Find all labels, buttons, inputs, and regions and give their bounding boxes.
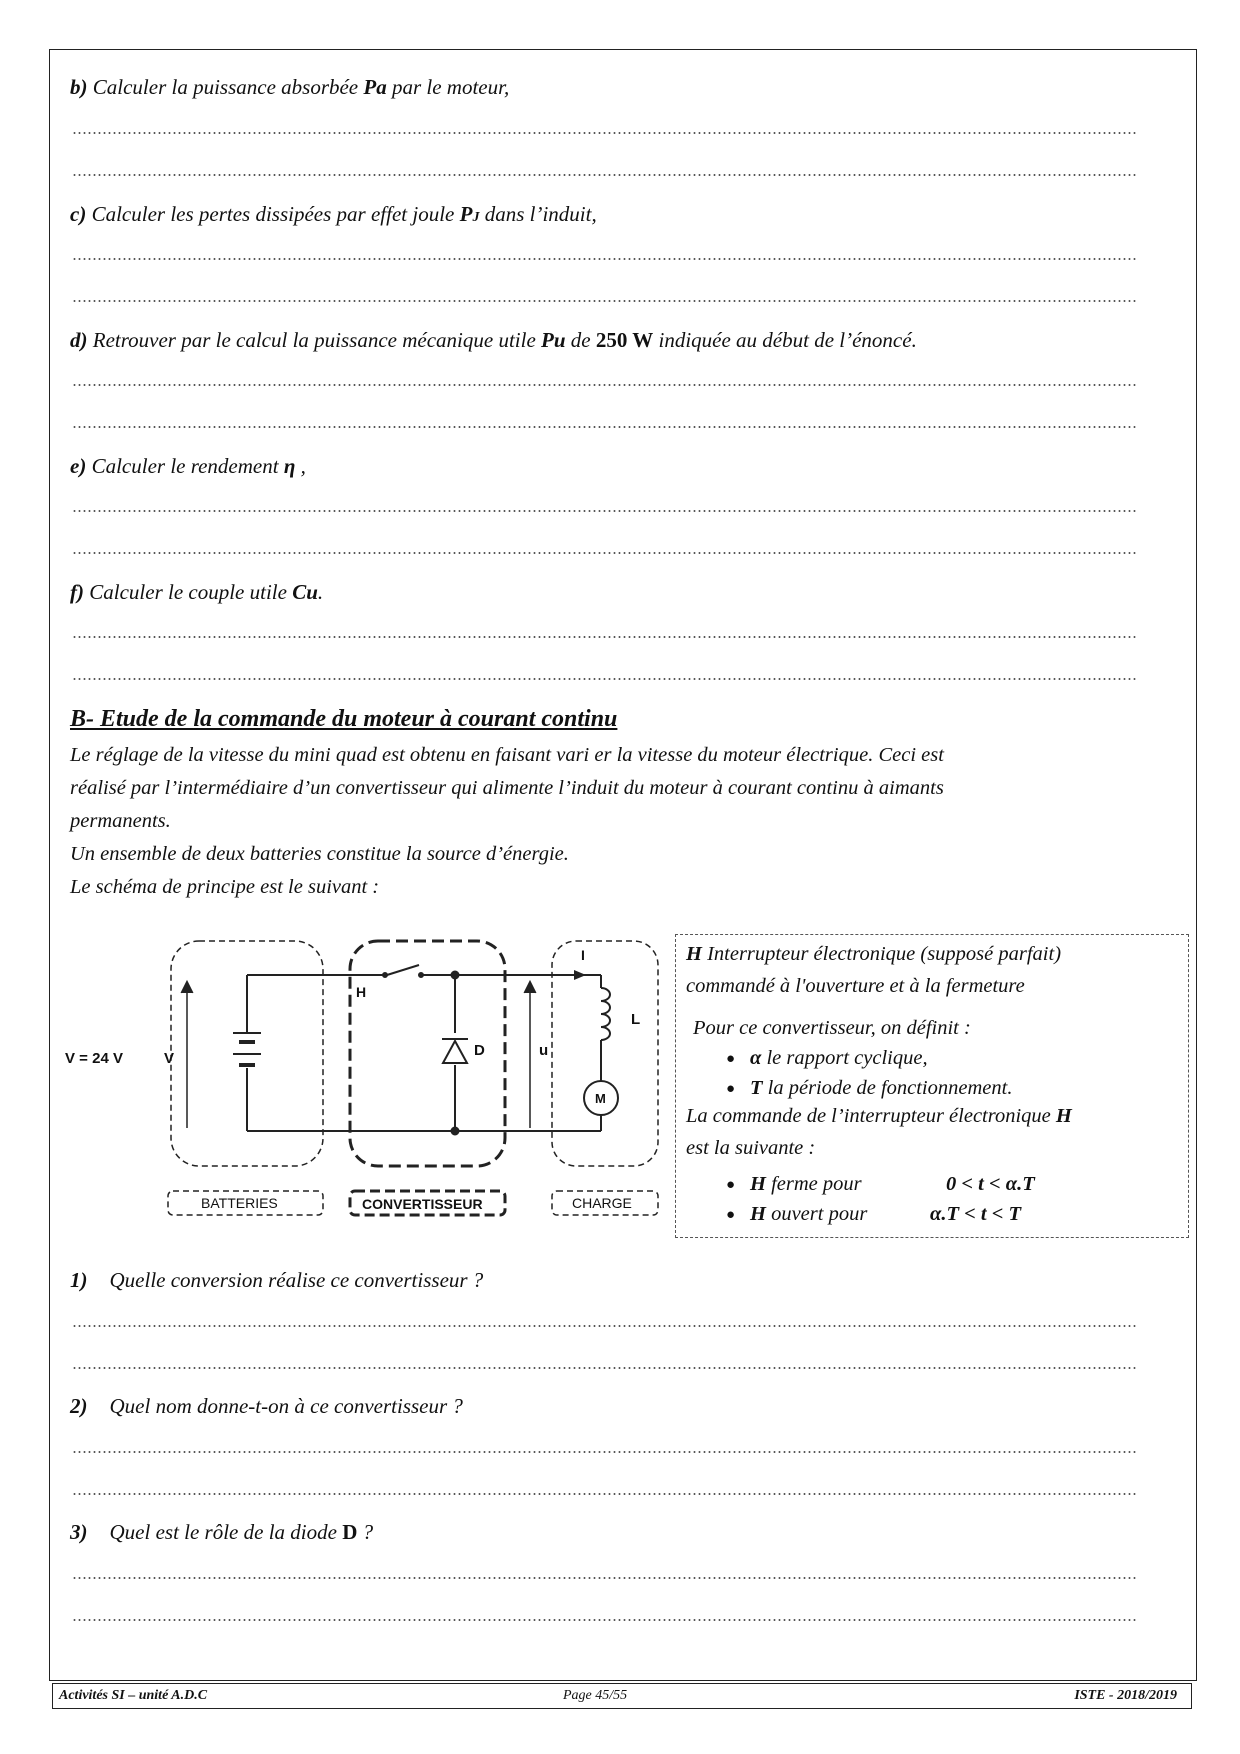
- answer-line[interactable]: [72, 1367, 1138, 1369]
- inductor-coil: [601, 988, 610, 1040]
- paragraph-line: Le schéma de principe est le suivant :: [70, 876, 380, 898]
- info-command: La commande de l’interrupteur électronique H: [686, 1105, 1072, 1127]
- u-arrowhead: [524, 981, 536, 993]
- answer-line[interactable]: [72, 552, 1138, 554]
- answer-line[interactable]: [72, 636, 1138, 638]
- question-3: 3) Quel est le rôle de la diode D ?: [70, 1520, 374, 1544]
- h-label: H: [356, 984, 367, 1000]
- question-f: f) Calculer le couple utile Cu.: [70, 580, 324, 604]
- info-h-line1: H Interrupteur électronique (supposé parfait): [686, 943, 1062, 965]
- bullet-icon: ●: [726, 1207, 736, 1223]
- answer-line[interactable]: [72, 1325, 1138, 1327]
- answer-line[interactable]: [72, 132, 1138, 134]
- answer-line[interactable]: [72, 300, 1138, 302]
- v-label: V: [164, 1050, 175, 1067]
- diode-triangle: [443, 1041, 467, 1063]
- m-label: M: [595, 1091, 606, 1106]
- switch-contact: [383, 973, 388, 978]
- answer-line[interactable]: [72, 258, 1138, 260]
- question-1: 1) Quelle conversion réalise ce convertisseur ?: [70, 1268, 484, 1292]
- circuit-diagram: [65, 933, 665, 1233]
- bullet-icon: ●: [726, 1177, 736, 1193]
- converter-label: CONVERTISSEUR: [362, 1196, 483, 1212]
- switch-h: [387, 965, 419, 975]
- question-c: c) Calculer les pertes dissipées par effet joule PJ dans l’induit,: [70, 202, 597, 226]
- answer-line[interactable]: [72, 174, 1138, 176]
- section-b-title: B- Etude de la commande du moteur à courant continu: [70, 706, 618, 732]
- bullet-icon: ●: [726, 1051, 736, 1067]
- current-arrowhead: [574, 970, 586, 980]
- battery-plate-short: [239, 1040, 255, 1044]
- question-d: d) Retrouver par le calcul la puissance mécanique utile Pu de 250 W indiquée au début de l’énoncé.: [70, 328, 917, 352]
- i-label: I: [581, 947, 585, 963]
- footer-page-number: Page 45/55: [563, 1688, 628, 1703]
- answer-line[interactable]: [72, 1451, 1138, 1453]
- info-command-2: est la suivante :: [686, 1137, 816, 1159]
- supply-voltage-label: V = 24 V: [65, 1050, 123, 1067]
- bullet-icon: ●: [726, 1081, 736, 1097]
- paragraph-line: Le réglage de la vitesse du mini quad est obtenu en faisant vari er la vitesse du moteur électrique. Ceci est: [70, 744, 944, 766]
- switch-contact: [419, 973, 424, 978]
- answer-line[interactable]: [72, 426, 1138, 428]
- info-period: T la période de fonctionnement.: [750, 1077, 1013, 1099]
- info-state-closed-condition: 0 < t < α.T: [946, 1173, 1035, 1195]
- answer-line[interactable]: [72, 1493, 1138, 1495]
- footer-left: Activités SI – unité A.D.C: [59, 1688, 208, 1703]
- info-state-closed: H ferme pour: [750, 1173, 862, 1195]
- answer-line[interactable]: [72, 510, 1138, 512]
- paragraph-line: réalisé par l’intermédiaire d’un convertisseur qui alimente l’induit du moteur à courant continu à aimants: [70, 777, 944, 799]
- page-footer: [52, 1683, 1192, 1709]
- batteries-label: BATTERIES: [201, 1195, 278, 1211]
- d-label: D: [474, 1042, 485, 1059]
- l-label: L: [631, 1011, 641, 1028]
- paragraph-line: permanents.: [70, 810, 171, 832]
- charge-label: CHARGE: [572, 1195, 632, 1211]
- info-state-open-condition: α.T < t < T: [930, 1203, 1022, 1225]
- battery-plate-short: [239, 1063, 255, 1067]
- v-arrowhead: [181, 981, 193, 993]
- info-state-open: H ouvert pour: [750, 1203, 868, 1225]
- junction-dot: [451, 1127, 459, 1135]
- answer-line[interactable]: [72, 678, 1138, 680]
- info-h-line2: commandé à l'ouverture et à la fermeture: [686, 975, 1025, 997]
- info-define: Pour ce convertisseur, on définit :: [693, 1017, 971, 1039]
- answer-line[interactable]: [72, 384, 1138, 386]
- info-box: [675, 934, 1189, 1238]
- answer-line[interactable]: [72, 1577, 1138, 1579]
- u-label: u: [539, 1042, 549, 1059]
- info-alpha: α le rapport cyclique,: [750, 1047, 928, 1069]
- question-2: 2) Quel nom donne-t-on à ce convertisseur ?: [70, 1394, 463, 1418]
- footer-right: ISTE - 2018/2019: [1074, 1688, 1177, 1703]
- junction-dot: [451, 971, 459, 979]
- question-b: b) Calculer la puissance absorbée Pa par le moteur,: [70, 75, 510, 99]
- paragraph-line: Un ensemble de deux batteries constitue la source d’énergie.: [70, 843, 569, 865]
- question-e: e) Calculer le rendement η ,: [70, 454, 306, 478]
- answer-line[interactable]: [72, 1619, 1138, 1621]
